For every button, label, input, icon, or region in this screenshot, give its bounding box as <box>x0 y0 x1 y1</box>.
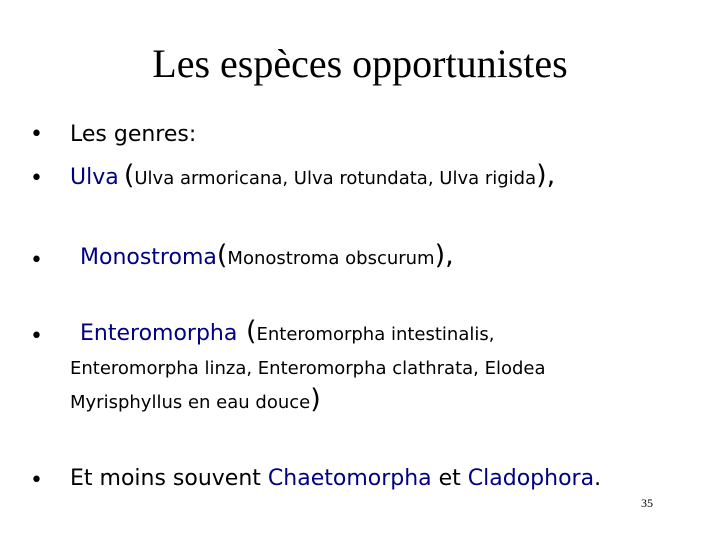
last-suffix: . <box>594 466 602 491</box>
monostroma-open-paren: ( <box>216 240 228 271</box>
enteromorpha-line-1 <box>80 316 494 347</box>
bullet-last: • <box>30 468 43 493</box>
monostroma-species: Monostroma obscurum <box>227 248 435 269</box>
cladophora-genus: Cladophora <box>467 466 595 491</box>
ulva-species: Ulva armoricana, Ulva rotundata, Ulva rigida <box>134 168 537 189</box>
ulva-close-paren: ), <box>536 160 556 191</box>
enteromorpha-line-2: Enteromorpha linza, Enteromorpha clathrata, Elodea <box>70 358 546 379</box>
page-number: 35 <box>641 496 653 510</box>
enteromorpha-line-3 <box>70 384 321 415</box>
page-title: Les espèces opportunistes <box>152 41 568 86</box>
enteromorpha-species-line1: Enteromorpha intestinalis, <box>256 324 495 345</box>
ulva-open-paren: ( <box>123 160 135 191</box>
ulva-line <box>70 160 555 191</box>
enteromorpha-genus: Enteromorpha <box>80 321 238 346</box>
genres-label: Les genres: <box>70 122 197 147</box>
last-line <box>70 466 601 491</box>
bullet-genres: • <box>30 122 43 147</box>
enteromorpha-species-line3: Myrisphyllus en eau douce <box>70 392 311 413</box>
bullet-ulva: • <box>30 166 43 191</box>
last-connector: et <box>431 466 468 491</box>
last-prefix: Et moins souvent <box>70 466 268 491</box>
chaetomorpha-genus: Chaetomorpha <box>267 466 432 491</box>
enteromorpha-open-paren: ( <box>237 316 257 347</box>
ulva-genus: Ulva <box>70 165 119 190</box>
monostroma-close-paren: ), <box>434 240 454 271</box>
enteromorpha-close-paren: ) <box>310 384 321 415</box>
bullet-enteromorpha: • <box>30 324 43 349</box>
monostroma-line <box>80 240 454 271</box>
monostroma-genus: Monostroma <box>80 245 217 270</box>
bullet-monostroma: • <box>30 248 43 273</box>
